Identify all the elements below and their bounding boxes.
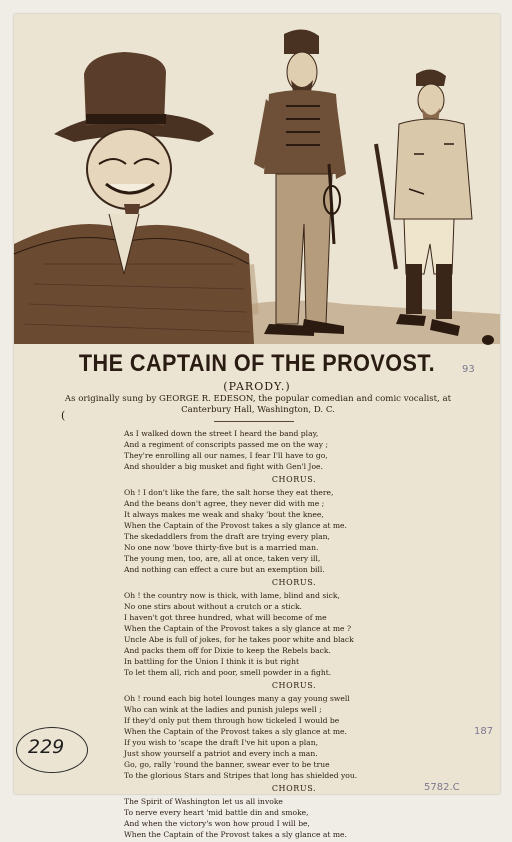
- lyric-line: Go, go, rally 'round the banner, swear ever to be true: [124, 760, 330, 769]
- chorus-label: CHORUS.: [271, 681, 317, 690]
- lyric-line: Oh ! the country now is thick, with lame, blind and sick,: [124, 591, 340, 600]
- lyric-line: I haven't got three hundred, what will become of me: [124, 613, 327, 622]
- handwritten-number-187: 187: [474, 726, 494, 737]
- lyric-line: The Spirit of Washington let us all invoke: [124, 797, 283, 806]
- stanza: [124, 428, 464, 472]
- lyric-line: They're enrolling all our names, I fear I'll have to go,: [124, 451, 328, 460]
- divider: [214, 421, 294, 422]
- stanza: [124, 487, 464, 575]
- lyric-line: And packs them off for Dixie to keep the Rebels back.: [124, 646, 331, 655]
- lyric-line: To the glorious Stars and Stripes that long has shielded you.: [124, 771, 358, 780]
- lyric-line: It always makes me weak and shaky 'bout the knee,: [124, 510, 324, 519]
- circled-number: 229: [28, 736, 65, 758]
- lyric-line: And a regiment of conscripts passed me on the way ;: [124, 440, 329, 449]
- grinning-man-figure: [14, 52, 254, 344]
- stanza: [124, 590, 464, 678]
- lyric-line: Uncle Abe is full of jokes, for he takes poor white and black: [124, 635, 354, 644]
- lyric-line: And the beans don't agree, they never did with me ;: [124, 499, 325, 508]
- lyric-line: And nothing can effect a cure but an exemption bill.: [124, 565, 325, 574]
- woodcut-illustration: [14, 14, 500, 344]
- soldier-figure: [254, 29, 346, 336]
- lyric-line: If they'd only put them through how tickeled I would be: [124, 716, 340, 725]
- broadside-title: THE CAPTAIN OF THE PROVOST.: [78, 350, 436, 377]
- lyric-line: When the Captain of the Provost takes a sly glance at me.: [124, 830, 347, 839]
- lyric-line: The young men, too, are, all at once, taken very ill,: [124, 554, 321, 563]
- sailor-figure: [376, 69, 494, 345]
- credit-line: [48, 394, 468, 416]
- lyric-line: Oh ! round each big hotel lounges many a gay young swell: [124, 694, 350, 703]
- lyric-line: In battling for the Union I think it is but right: [124, 657, 300, 666]
- brace-mark: (: [61, 409, 66, 422]
- lyric-line: Who can wink at the ladies and punish juleps well ;: [124, 705, 322, 714]
- handwritten-catalog-number: 5782.C: [424, 782, 460, 793]
- lyric-line: If you wish to 'scape the draft I've hit upon a plan,: [124, 738, 318, 747]
- lyric-line: The skedaddlers from the draft are trying every plan,: [124, 532, 330, 541]
- credit-line-1: As originally sung by GEORGE R. EDESON, the popular comedian and comic vocalist, at: [64, 394, 452, 404]
- credit-line-2: Canterbury Hall, Washington, D. C.: [181, 405, 335, 415]
- lyric-line: To let them all, rich and poor, smell powder in a fight.: [124, 668, 332, 677]
- song-lyrics: [124, 428, 464, 842]
- lyric-line: No one stirs about without a crutch or a stick.: [124, 602, 302, 611]
- lyric-line: When the Captain of the Provost takes a sly glance at me ?: [124, 624, 352, 633]
- stanza: [124, 693, 464, 781]
- lyric-line: Just show yourself a patriot and every inch a man.: [124, 749, 318, 758]
- lyric-line: No one now 'bove thirty-five but is a married man.: [124, 543, 319, 552]
- lyric-line: As I walked down the street I heard the band play,: [124, 429, 319, 438]
- stanza: [124, 796, 464, 840]
- lyric-line: Oh ! I don't like the fare, the salt horse they eat there,: [124, 488, 334, 497]
- chorus-label: CHORUS.: [271, 475, 317, 484]
- lyric-line: To nerve every heart 'mid battle din and smoke,: [124, 808, 309, 817]
- lyric-line: And shoulder a big musket and fight with Gen'l Joe.: [124, 462, 323, 471]
- lyric-line: And when the victory's won how proud I will be,: [124, 819, 310, 828]
- handwritten-number-93: 93: [462, 364, 475, 375]
- lyric-line: When the Captain of the Provost takes a sly glance at me.: [124, 521, 347, 530]
- lyric-line: When the Captain of the Provost takes a sly glance at me.: [124, 727, 347, 736]
- chorus-label: CHORUS.: [271, 578, 317, 587]
- broadside-sheet: [14, 14, 500, 839]
- chorus-label: CHORUS.: [271, 784, 317, 793]
- broadside-subtitle: (PARODY.): [223, 380, 291, 393]
